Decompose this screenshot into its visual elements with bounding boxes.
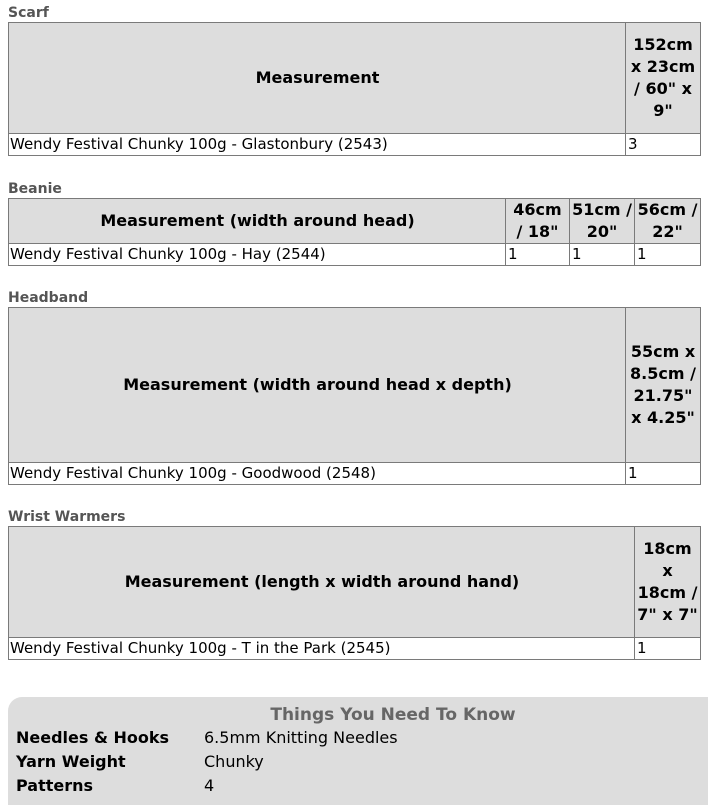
info-value: 6.5mm Knitting Needles xyxy=(204,728,398,747)
size-header: 51cm / 20" xyxy=(570,199,635,244)
info-label: Patterns xyxy=(16,776,94,795)
wrist-warmers-title: Wrist Warmers xyxy=(8,509,126,525)
headband-table xyxy=(8,307,701,485)
quantity-cell: 1 xyxy=(506,244,570,266)
measurement-header: Measurement xyxy=(9,23,626,134)
yarn-cell: Wendy Festival Chunky 100g - Goodwood (2548) xyxy=(9,463,626,485)
info-label: Yarn Weight xyxy=(16,752,126,771)
beanie-title: Beanie xyxy=(8,181,62,197)
size-header: 152cm x 23cm / 60" x 9" xyxy=(626,23,701,134)
info-value: Chunky xyxy=(204,752,264,771)
measurement-header: Measurement (width around head x depth) xyxy=(9,308,626,463)
size-header: 56cm / 22" xyxy=(635,199,701,244)
info-value: 4 xyxy=(204,776,215,795)
beanie-section xyxy=(8,181,700,266)
size-header: 46cm / 18" xyxy=(506,199,570,244)
scarf-title: Scarf xyxy=(8,5,49,21)
measurement-header: Measurement (width around head) xyxy=(9,199,506,244)
yarn-cell: Wendy Festival Chunky 100g - Hay (2544) xyxy=(9,244,506,266)
yarn-cell: Wendy Festival Chunky 100g - Glastonbury (2543) xyxy=(9,134,626,156)
info-label: Needles & Hooks xyxy=(16,728,170,747)
info-heading: Things You Need To Know xyxy=(270,705,516,725)
quantity-cell: 1 xyxy=(635,244,701,266)
things-you-need-to-know-panel xyxy=(8,697,708,805)
scarf-table xyxy=(8,22,701,156)
size-header: 55cm x 8.5cm / 21.75" x 4.25" xyxy=(626,308,701,463)
scarf-section xyxy=(8,5,700,156)
headband-title: Headband xyxy=(8,290,89,306)
wrist-warmers-table xyxy=(8,526,701,660)
quantity-cell: 1 xyxy=(570,244,635,266)
size-header: 18cm x 18cm / 7" x 7" xyxy=(635,527,701,638)
wrist-warmers-section xyxy=(8,509,700,660)
quantity-cell: 1 xyxy=(635,638,701,660)
measurement-header: Measurement (length x width around hand) xyxy=(9,527,635,638)
quantity-cell: 1 xyxy=(626,463,701,485)
quantity-cell: 3 xyxy=(626,134,701,156)
yarn-cell: Wendy Festival Chunky 100g - T in the Park (2545) xyxy=(9,638,635,660)
headband-section xyxy=(8,290,700,485)
beanie-table xyxy=(8,198,701,266)
